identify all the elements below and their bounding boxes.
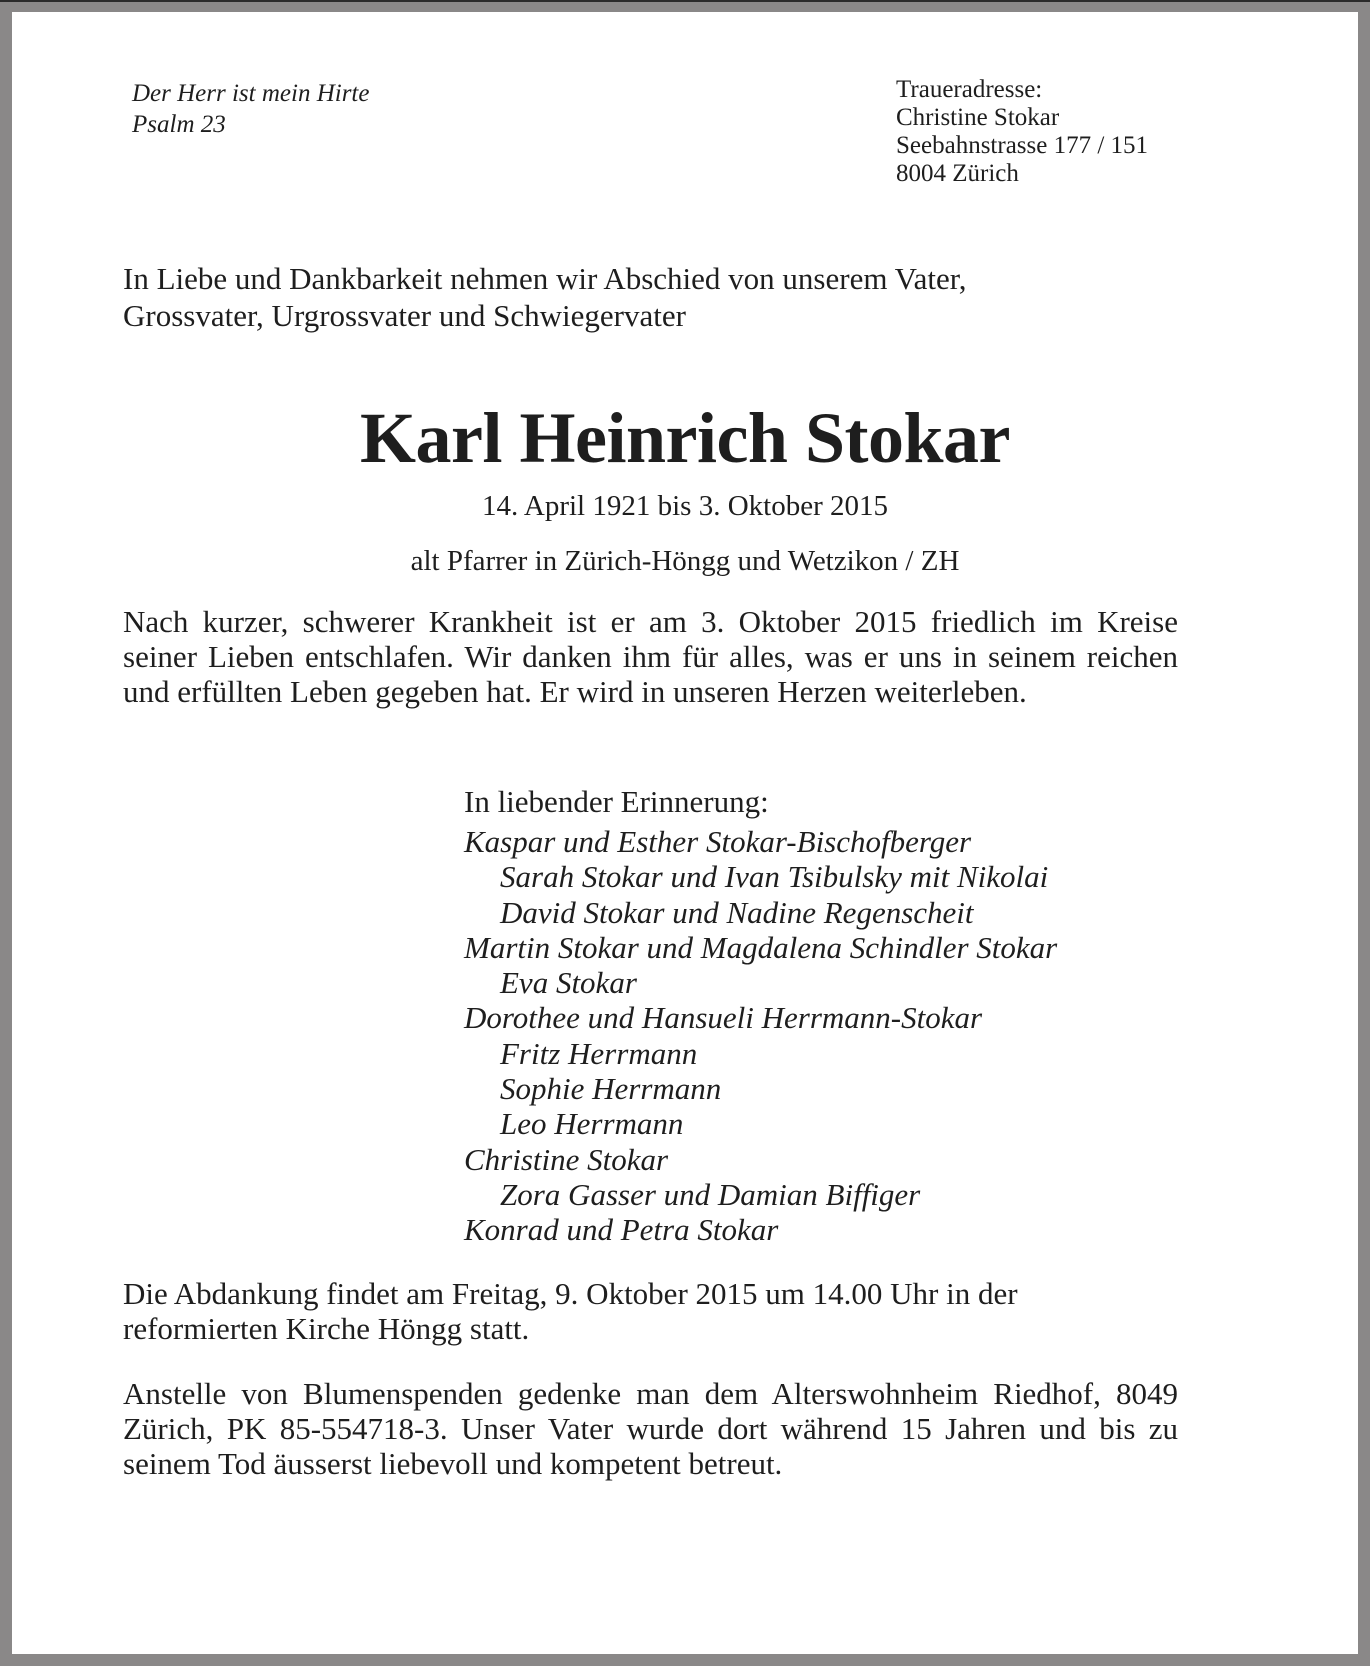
family-member-grandchild: Sarah Stokar und Ivan Tsibulsky mit Nikolai [500, 859, 1049, 895]
address-label: Traueradresse: [896, 76, 1043, 103]
motto-reference: Psalm 23 [132, 111, 226, 138]
family-member-grandchild: David Stokar und Nadine Regenscheit [500, 894, 974, 930]
ceremony-line-1: Die Abdankung findet am Freitag, 9. Oktober 2015 um 14.00 Uhr in der [123, 1276, 1018, 1311]
window-top-edge [0, 0, 1370, 2]
motto [132, 78, 369, 140]
body-paragraph: Nach kurzer, schwerer Krankheit ist er am 3. Oktober 2015 friedlich im Kreise seiner Lieben entschlafen. Wir danken ihm für alles, was er uns in seinem reichen und erfüllten Leben gegeben hat. Er wird in unseren Herzen weiterleben. [123, 604, 1178, 709]
life-dates: 14. April 1921 bis 3. Oktober 2015 [482, 490, 888, 522]
family-member: Martin Stokar und Magdalena Schindler Stokar [464, 929, 1058, 965]
family-member-grandchild: Zora Gasser und Damian Biffiger [500, 1176, 921, 1212]
intro-line-2: Grossvater, Urgrossvater und Schwiegervater [123, 298, 686, 333]
family-member-grandchild: Sophie Herrmann [500, 1071, 722, 1107]
address-city: 8004 Zürich [896, 160, 1019, 187]
family-member-grandchild: Fritz Herrmann [500, 1035, 698, 1071]
address-street: Seebahnstrasse 177 / 151 [896, 132, 1149, 159]
mourning-address [896, 76, 1148, 188]
family-list [464, 824, 1057, 1248]
motto-verse: Der Herr ist mein Hirte [132, 80, 370, 107]
intro-line-1: In Liebe und Dankbarkeit nehmen wir Abschied von unserem Vater, [123, 261, 967, 296]
ceremony-info [123, 1276, 1178, 1346]
ceremony-line-2: reformierten Kirche Höngg statt. [123, 1311, 530, 1346]
occupation: alt Pfarrer in Zürich-Höngg und Wetzikon / ZH [410, 545, 960, 577]
family-member-grandchild: Leo Herrmann [500, 1106, 684, 1142]
family-member: Christine Stokar [464, 1141, 669, 1177]
memory-heading: In liebender Erinnerung: [464, 784, 769, 819]
deceased-name: Karl Heinrich Stokar [360, 398, 1010, 478]
address-name: Christine Stokar [896, 104, 1060, 131]
donation-paragraph: Anstelle von Blumenspenden gedenke man dem Alterswohnheim Riedhof, 8049 Zürich, PK 85-554718-3. Unser Vater wurde dort während 15 Jahren und bis zu seinem Tod äusserst liebevoll und kompetent betreut. [123, 1376, 1178, 1481]
intro-text [123, 260, 1243, 334]
obituary-page [12, 12, 1358, 1654]
family-member: Konrad und Petra Stokar [464, 1212, 779, 1248]
family-member: Dorothee und Hansueli Herrmann-Stokar [464, 1000, 983, 1036]
family-member-grandchild: Eva Stokar [500, 965, 637, 1001]
family-member: Kaspar und Esther Stokar-Bischofberger [464, 824, 972, 859]
